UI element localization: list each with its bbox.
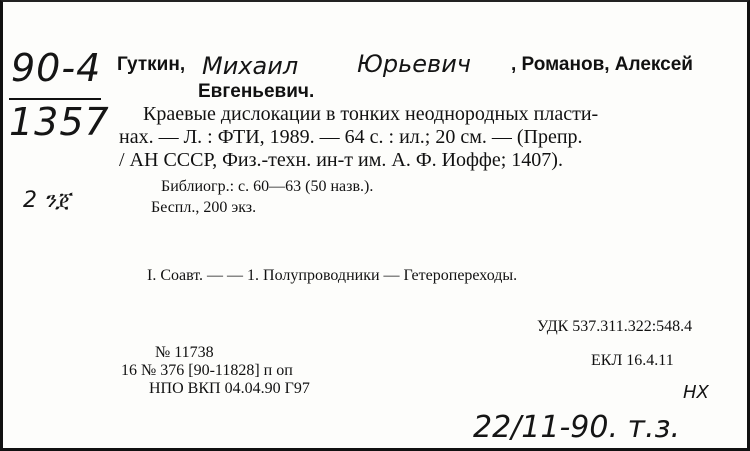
service-number: № 11738 <box>155 344 214 361</box>
title-line-2: нах. — Л. : ФТИ, 1989. — 64 с. : ил.; 20 см. — (Препр. <box>119 126 583 148</box>
coauthor-patronymic: Евгеньевич. <box>198 81 315 102</box>
shelf-mark-top: 90-4 <box>11 46 102 90</box>
inventory-note: 2 ንጀ <box>23 188 71 213</box>
author-patronymic-handwritten: Юрьевич <box>357 50 471 78</box>
ekl-code: ЕКЛ 16.4.11 <box>591 352 674 369</box>
service-npo: НПО ВКП 04.04.90 Г97 <box>149 380 310 397</box>
service-part: 16 № 376 [90-11828] п оп <box>121 362 293 379</box>
title-line-1: Краевые дислокации в тонких неоднородных пласти- <box>143 103 599 125</box>
coauthor-name: , Романов, Алексей <box>511 54 693 75</box>
shelf-mark-bottom: 1357 <box>9 100 110 144</box>
bibliography-note: Библиогр.: с. 60—63 (50 назв.). <box>161 178 374 195</box>
circulation-note: Беспл., 200 экз. <box>151 199 257 216</box>
handwritten-date: 22/11-90. т.з. <box>473 410 681 445</box>
subject-tracing: I. Соавт. — — 1. Полупроводники — Гетеропереходы. <box>147 267 518 284</box>
title-line-3: / АН СССР, Физ.-техн. ин-т им. А. Ф. Иоффе; 1407). <box>119 149 563 171</box>
author-first-name-handwritten: Михаил <box>202 52 299 80</box>
udk-code: УДК 537.311.322:548.4 <box>537 318 693 335</box>
author-surname: Гуткин, <box>117 54 186 75</box>
handwritten-initials: НХ <box>683 382 709 403</box>
